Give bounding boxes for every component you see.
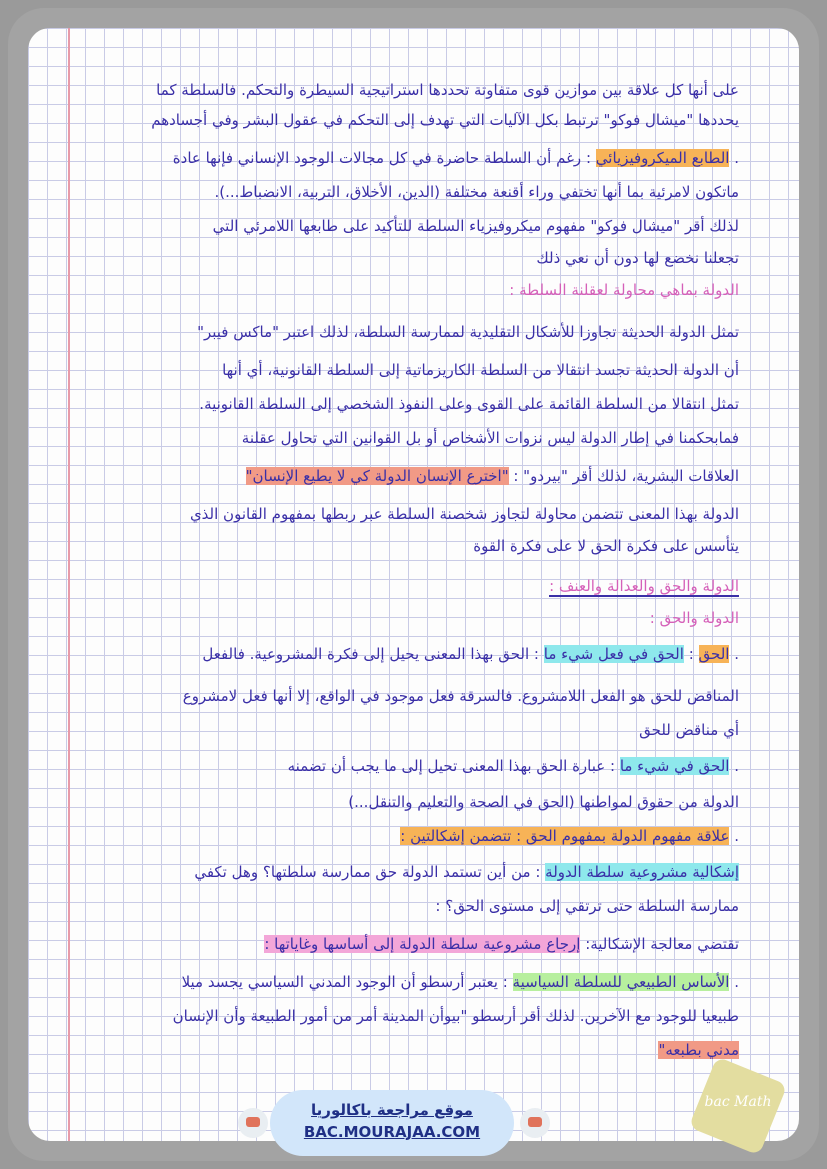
text-line <box>214 180 739 204</box>
line-text: : الحق بهذا المعنى يحيل إلى فكرة المشروعية. فالفعل <box>202 645 544 663</box>
text-line <box>173 1004 739 1028</box>
highlighted-term: علاقة مفهوم الدولة بمفهوم الحق : تتضمن إشكالتين : <box>400 827 730 845</box>
line-text: أن الدولة الحديثة تجسد انتقالا من السلطة الكاريزماتية إلى السلطة القانونية، أي أنها <box>222 361 739 379</box>
highlighted-term: الحق في فعل شيء ما <box>543 645 684 663</box>
line-text: : عبارة الحق بهذا المعنى تحيل إلى ما يجب أن تضمنه <box>287 757 620 775</box>
notebook-page <box>28 28 799 1141</box>
margin-line <box>68 28 70 1141</box>
highlighted-term: الحق <box>698 645 730 663</box>
line-text: الدولة بماهي محاولة لعقلنة السلطة : <box>509 281 739 299</box>
text-line <box>151 108 739 132</box>
text-line <box>658 1038 739 1062</box>
text-line <box>173 146 739 170</box>
line-text: المناقض للحق هو الفعل اللامشروع. فالسرقة فعل موجود في الواقع، إلا أنها فعل لامشروع <box>182 687 739 705</box>
text-line <box>288 754 739 778</box>
line-text: تمثل الدولة الحديثة تجاوزا للأشكال التقليدية لممارسة السلطة، لذلك اعتبر "ماكس فيبر" <box>197 323 739 341</box>
line-text: ماتكون لامرئية بما أنها تختفي وراء أقنعة مختلفة (الدين، الأخلاق، التربية، الانضباط...). <box>214 183 739 201</box>
line-text: الدولة والحق والعدالة والعنف : <box>549 577 739 595</box>
line-text: : من أين تستمد الدولة حق ممارسة سلطتها؟ وهل تكفي <box>194 863 546 881</box>
site-banner[interactable] <box>270 1090 514 1156</box>
line-text: تجعلنا نخضع لها دون أن نعي ذلك <box>536 249 739 267</box>
site-logo-icon-right <box>520 1108 550 1138</box>
highlighted-term: مدني بطبعه" <box>658 1041 739 1059</box>
text-line <box>473 534 739 558</box>
text-line <box>199 392 739 416</box>
text-line <box>264 932 739 956</box>
highlighted-term: "اخترع الإنسان الدولة كي لا يطيع الإنسان" <box>245 467 509 485</box>
text-line <box>650 606 739 630</box>
text-line <box>197 320 739 344</box>
highlighted-term: الطابع الميكروفيزيائي <box>595 149 730 167</box>
site-logo-icon-left <box>238 1108 268 1138</box>
line-text: تقتضي معالجة الإشكالية: <box>580 935 739 953</box>
line-text: طبيعيا للوجود مع الآخرين. لذلك أقر أرسطو "بيوأن المدينة أمر من أمور الطبيعة وأن الإنسان <box>172 1007 739 1025</box>
line-text: الدولة والحق : <box>649 609 739 627</box>
highlighted-term: إشكالية مشروعية سلطة الدولة <box>545 863 739 881</box>
line-text: الدولة بهذا المعنى تتضمن محاولة لتجاوز شخصنة السلطة عبر ربطها بمفهوم القانون الذي <box>189 505 739 523</box>
text-line <box>348 790 739 814</box>
line-text: . <box>729 827 739 845</box>
text-line <box>194 860 739 884</box>
line-text: . <box>729 645 739 663</box>
line-text: يحددها "ميشال فوكو" ترتبط بكل الآليات التي تهدف إلى التحكم في عقول البشر وفي أجسادهم <box>151 111 739 129</box>
line-text: . <box>729 757 739 775</box>
line-text: فمابحكمنا في إطار الدولة ليس نزوات الأشخاص أو بل القوانين التي تحاول عقلنة <box>241 429 739 447</box>
text-line <box>246 464 739 488</box>
text-line <box>549 574 739 598</box>
text-line <box>242 426 739 450</box>
banner-url[interactable]: BAC.MOURAJAA.COM <box>303 1123 481 1141</box>
text-line <box>222 358 739 382</box>
text-line <box>156 78 739 102</box>
line-text: ممارسة السلطة حتى ترتقي إلى مستوى الحق؟ : <box>435 897 739 915</box>
highlighted-term: الحق في شيء ما <box>619 757 730 775</box>
text-line <box>509 278 739 302</box>
banner-title[interactable]: موقع مراجعة باكالوريا <box>311 1101 473 1119</box>
line-text: : رغم أن السلطة حاضرة في كل مجالات الوجود الإنساني فإنها عادة <box>172 149 596 167</box>
highlighted-term: إرجاع مشروعية سلطة الدولة إلى أساسها وغاياتها : <box>264 935 581 953</box>
line-text: العلاقات البشرية، لذلك أقر "بيردو" : <box>508 467 739 485</box>
line-text: . <box>729 973 739 991</box>
line-text: : <box>683 645 699 663</box>
text-line <box>190 502 739 526</box>
text-line <box>202 642 739 666</box>
text-line <box>536 246 739 270</box>
line-text: لذلك أقر "ميشال فوكو" مفهوم ميكروفيزياء السلطة للتأكيد على طابعها اللامرئي التي <box>212 217 739 235</box>
bacmath-watermark: bac Math <box>704 1094 772 1110</box>
line-text: : يعتبر أرسطو أن الوجود المدني السياسي يجسد ميلا <box>181 973 513 991</box>
text-line <box>639 718 739 742</box>
text-line <box>213 214 739 238</box>
line-text: . <box>729 149 739 167</box>
highlighted-term: الأساس الطبيعي للسلطة السياسية <box>512 973 730 991</box>
line-text: الدولة من حقوق لمواطنها (الحق في الصحة والتعليم والتنقل...) <box>348 793 739 811</box>
line-text: تمثل انتقالا من السلطة القائمة على القوى وعلى النفوذ الشخصي إلى السلطة القانونية. <box>199 395 739 413</box>
text-line <box>435 894 739 918</box>
text-line <box>400 824 739 848</box>
line-text: يتأسس على فكرة الحق لا على فكرة القوة <box>473 537 739 555</box>
text-line <box>183 684 739 708</box>
text-line <box>182 970 739 994</box>
line-text: أي مناقض للحق <box>639 721 739 739</box>
line-text: على أنها كل علاقة بين موازين قوى متفاوتة تحددها استراتيجية السيطرة والتحكم. فالسلطة كما <box>156 81 739 99</box>
